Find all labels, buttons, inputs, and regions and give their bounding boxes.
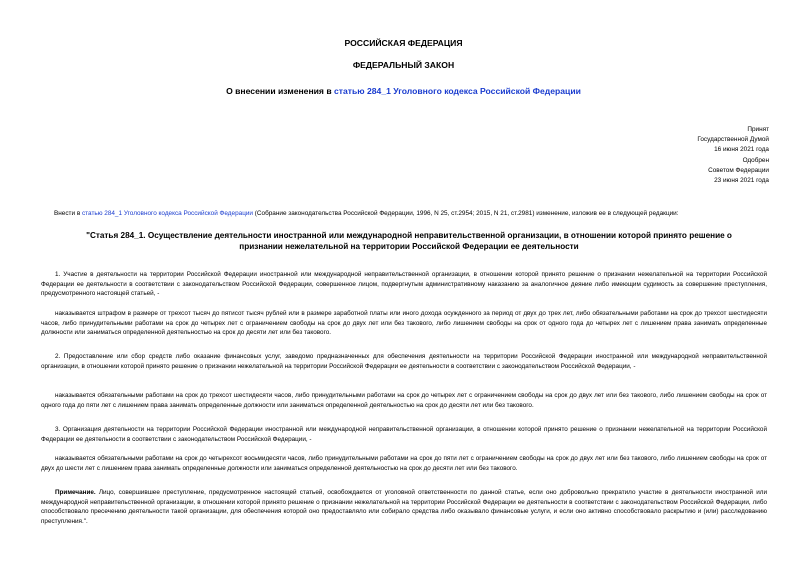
paragraph-2-punishment [41,391,767,410]
paragraph-3-punishment-text: наказывается обязательными работами на срок до четырехсот восьмидесяти часов, либо принудительными работами на срок до пяти лет с ограничением свободы на срок до двух лет или без такового, либо лишением свободы на срок от двух до шести лет с лишением права занимать определенные должности или заниматься определенной деятельностью на срок до десяти лет или без такового. [41,455,767,472]
law-type-heading: ФЕДЕРАЛЬНЫЙ ЗАКОН [352,60,455,70]
adoption-line-2: Государственной Думой [697,136,769,144]
adoption-line-5: Советом Федерации [708,166,769,174]
paragraph-1-punishment [41,309,767,338]
paragraph-2 [41,352,767,371]
article-heading: "Статья 284_1. Осуществление деятельности иностранной или международной неправительственной организации, в отношении которой принято решение о признании нежелательной на территории Российской Федерации ее деятельности [86,231,732,251]
paragraph-2-punishment-text: наказывается обязательными работами на срок до трехсот шестидесяти часов, либо принудительными работами на срок до четырех лет с ограничением свободы на срок до двух лет или без такового, либо лишением свободы на срок от одного года до пяти лет с лишением права занимать определенные должности или заниматься определенной деятельностью на срок до десяти лет или без такового. [41,392,767,409]
adoption-line-4: Одобрен [742,156,769,164]
note-text: Лицо, совершившее преступление, предусмотренное настоящей статьей, освобождается от уголовной ответственности по данной статье, если оно добровольно прекратило участие в деятельности иностранной или международной неправительственной организации, в отношении которой принято решение о признании нежелательной на территории Российской Федерации ее деятельности в соответствии с законодательством Российской Федерации, либо способствовало пресечению деятельности такой организации, для обеспечения которой оно предоставляло или собирало средства либо оказывало финансовые услуги, и если оно активно способствовало раскрытию и (или) расследованию преступления.". [41,489,767,525]
country-heading: РОССИЙСКАЯ ФЕДЕРАЦИЯ [344,38,463,48]
paragraph-1-punishment-text: наказывается штрафом в размере от трехсот тысяч до пятисот тысяч рублей или в размере заработной платы или иного дохода осужденного за период от двух до трех лет, либо обязательными работами на срок до трехсот шестидесяти часов, либо принудительными работами на срок до четырех лет с ограничением свободы на срок до двух лет или без такового, либо лишением свободы на срок от одного года до четырех лет с лишением права занимать определенные должности или заниматься определенной деятельностью на срок до десяти лет или без такового. [41,310,767,337]
adoption-line-3: 16 июня 2021 года [714,146,769,154]
paragraph-3-text: 3. Организация деятельности на территории Российской Федерации иностранной или международной неправительственной организации, в отношении которой принято решение о признании нежелательной на территории Российской Федерации ее деятельности в соответствии с законодательством Российской Федерации, - [41,426,767,443]
intro-suffix: (Собрание законодательства Российской Федерации, 1996, N 25, ст.2954; 2015, N 21, ст.2981) изменение, изложив ее в следующей редакции: [253,210,679,217]
intro-link[interactable]: статью 284_1 Уголовного кодекса Российской Федерации [81,210,253,217]
paragraph-3 [41,425,767,444]
law-title [0,86,807,97]
intro-paragraph [54,209,774,218]
paragraph-1 [41,270,767,299]
paragraph-2-text: 2. Предоставление или сбор средств либо оказание финансовых услуг, заведомо предназначенных для обеспечения деятельности на территории Российской Федерации иностранной или международной неправительственной организации, в отношении которой принято решение о признании нежелательной на территории Российской Федерации ее деятельности в соответствии с законодательством Российской Федерации, - [41,353,767,370]
note-paragraph [41,488,767,526]
paragraph-3-punishment [41,454,767,473]
law-title-prefix: О внесении изменения в [226,86,334,96]
adoption-line-6: 23 июня 2021 года [714,177,769,185]
intro-prefix: Внести в [54,210,82,217]
adoption-block [569,125,769,186]
adoption-line-1: Принят [747,126,769,133]
note-label: Примечание. [55,489,96,496]
paragraph-1-text: 1. Участие в деятельности на территории Российской Федерации иностранной или международной неправительственной организации, в отношении которой принято решение о признании нежелательной на территории Российской Федерации ее деятельности в соответствии с законодательством Российской Федерации, совершенное лицом, подвергнутым административному наказанию за аналогичное деяние либо имеющим судимость за совершение преступления, предусмотренного настоящей статьей, - [41,271,767,298]
law-title-link[interactable]: статью 284_1 Уголовного кодекса Российской Федерации [334,86,581,96]
